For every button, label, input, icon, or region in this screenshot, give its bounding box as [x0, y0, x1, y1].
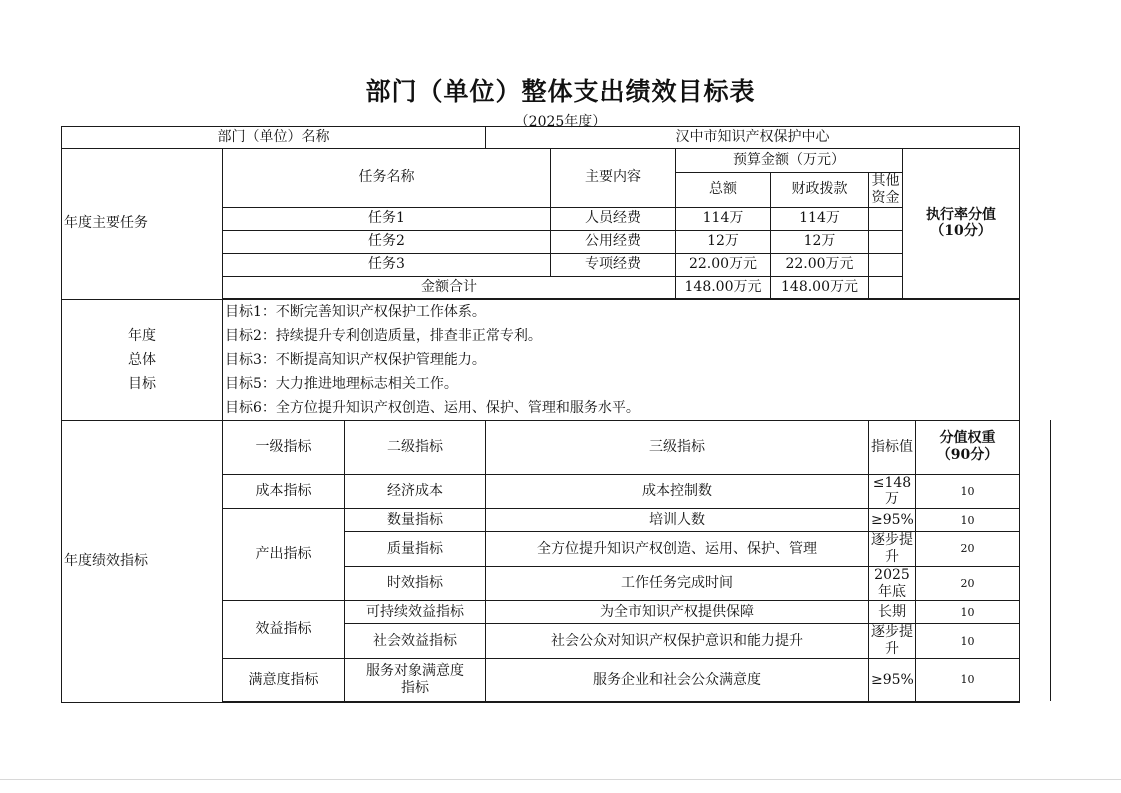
- level3-cell: 全方位提升知识产权创造、运用、保护、管理: [486, 532, 869, 567]
- indicator-value: 逐步提升: [869, 624, 916, 659]
- task-name: 任务1: [223, 207, 551, 230]
- level3-cell: 社会公众对知识产权保护意识和能力提升: [486, 624, 869, 659]
- dept-value: 汉中市知识产权保护中心: [486, 127, 1020, 149]
- task-content: 专项经费: [551, 253, 676, 276]
- sum-label: 金额合计: [223, 276, 676, 298]
- budget-header: 预算金额（万元）: [676, 149, 903, 173]
- goal-item: 目标5：大力推进地理标志相关工作。: [225, 375, 458, 392]
- indicator-value: ≥95%: [869, 658, 916, 701]
- task-fiscal: 12万: [771, 230, 869, 253]
- indicator-value-header: 指标值: [869, 420, 916, 474]
- indicator-edge-spacer: [1020, 509, 1051, 532]
- task-total: 114万: [676, 207, 771, 230]
- goal-item: 目标6：全方位提升知识产权创造、运用、保护、管理和服务水平。: [225, 399, 640, 416]
- weight-header: [916, 420, 1020, 474]
- goals-label-line: 目标: [128, 375, 156, 392]
- indicator-edge-spacer: [1020, 532, 1051, 567]
- tasks-section-label: 年度主要任务: [62, 149, 223, 300]
- level2-cell: 数量指标: [345, 509, 486, 532]
- sum-total: 148.00万元: [676, 276, 771, 298]
- task-other: [869, 230, 903, 253]
- level3-cell: 服务企业和社会公众满意度: [486, 658, 869, 701]
- weight-header-label: 分值权重: [939, 430, 996, 447]
- indicator-edge-spacer: [1020, 474, 1051, 509]
- task-name-header: 任务名称: [223, 149, 551, 208]
- indicator-weight: 10: [916, 601, 1020, 624]
- task-total: 12万: [676, 230, 771, 253]
- indicator-value: 逐步提升: [869, 532, 916, 567]
- indicator-weight: 20: [916, 532, 1020, 567]
- task-fiscal: 114万: [771, 207, 869, 230]
- goals-label-line: 年度: [128, 327, 156, 344]
- level2-cell: [345, 658, 486, 701]
- total-header: 总额: [676, 173, 771, 208]
- level3-cell: 为全市知识产权提供保障: [486, 601, 869, 624]
- level2-header: 二级指标: [345, 420, 486, 474]
- indicator-edge-spacer: [1020, 624, 1051, 659]
- indicator-weight: 20: [916, 566, 1020, 601]
- indicator-edge-spacer: [1020, 566, 1051, 601]
- level3-cell: 成本控制数: [486, 474, 869, 509]
- indicator-value: ≥95%: [869, 509, 916, 532]
- indicators-section-label: 年度绩效指标: [62, 420, 223, 702]
- indicator-value: 2025年底: [869, 566, 916, 601]
- level2-cell: 质量指标: [345, 532, 486, 567]
- main-content-header: 主要内容: [551, 149, 676, 208]
- level1-cost: 成本指标: [223, 474, 345, 509]
- sum-other: [869, 276, 903, 298]
- level2-line: 指标: [401, 679, 429, 696]
- goal-item: 目标3：不断提高知识产权保护管理能力。: [225, 351, 486, 368]
- goal-item: 目标2：持续提升专利创造质量，排查非正常专利。: [225, 327, 542, 344]
- task-other: [869, 253, 903, 276]
- level2-cell: 可持续效益指标: [345, 601, 486, 624]
- task-content: 人员经费: [551, 207, 676, 230]
- indicator-section-spacer: [223, 701, 1020, 702]
- other-funds-header: 其他资金: [869, 173, 903, 208]
- year-subtitle: （2025年度）: [514, 114, 607, 130]
- level3-cell: 工作任务完成时间: [486, 566, 869, 601]
- weight-header-total: （90分）: [936, 447, 999, 464]
- level1-benefit: 效益指标: [223, 601, 345, 659]
- execution-score-cell: [903, 149, 1020, 299]
- goal-item: 目标1：不断完善知识产权保护工作体系。: [225, 303, 486, 320]
- task-name: 任务3: [223, 253, 551, 276]
- goals-list: [223, 299, 1020, 420]
- execution-score-value: （10分）: [930, 223, 992, 240]
- level2-line: 服务对象满意度: [366, 663, 464, 680]
- task-other: [869, 207, 903, 230]
- indicator-edge-spacer: [1020, 420, 1051, 474]
- indicator-edge-spacer: [1020, 601, 1051, 624]
- indicator-value: 长期: [869, 601, 916, 624]
- task-fiscal: 22.00万元: [771, 253, 869, 276]
- level1-output: 产出指标: [223, 509, 345, 601]
- scan-edge-line: [0, 779, 1121, 780]
- indicator-weight: 10: [916, 509, 1020, 532]
- level2-cell: 经济成本: [345, 474, 486, 509]
- level2-cell: 时效指标: [345, 566, 486, 601]
- task-name: 任务2: [223, 230, 551, 253]
- sum-fiscal: 148.00万元: [771, 276, 869, 298]
- performance-target-table: [61, 126, 1051, 703]
- dept-label: 部门（单位）名称: [62, 127, 486, 149]
- indicator-weight: 10: [916, 658, 1020, 701]
- level2-cell: 社会效益指标: [345, 624, 486, 659]
- goals-section-label: [62, 299, 223, 420]
- indicator-edge-spacer: [1020, 658, 1051, 701]
- indicator-value: ≤148万: [869, 474, 916, 509]
- goals-label-line: 总体: [128, 351, 156, 368]
- indicator-weight: 10: [916, 474, 1020, 509]
- level1-header: 一级指标: [223, 420, 345, 474]
- level3-header: 三级指标: [486, 420, 869, 474]
- execution-score-label: 执行率分值: [926, 206, 997, 223]
- task-content: 公用经费: [551, 230, 676, 253]
- level1-satisfaction: 满意度指标: [223, 658, 345, 701]
- task-total: 22.00万元: [676, 253, 771, 276]
- fiscal-header: 财政拨款: [771, 173, 869, 208]
- level3-cell: 培训人数: [486, 509, 869, 532]
- page-title: 部门（单位）整体支出绩效目标表: [365, 77, 756, 106]
- indicator-weight: 10: [916, 624, 1020, 659]
